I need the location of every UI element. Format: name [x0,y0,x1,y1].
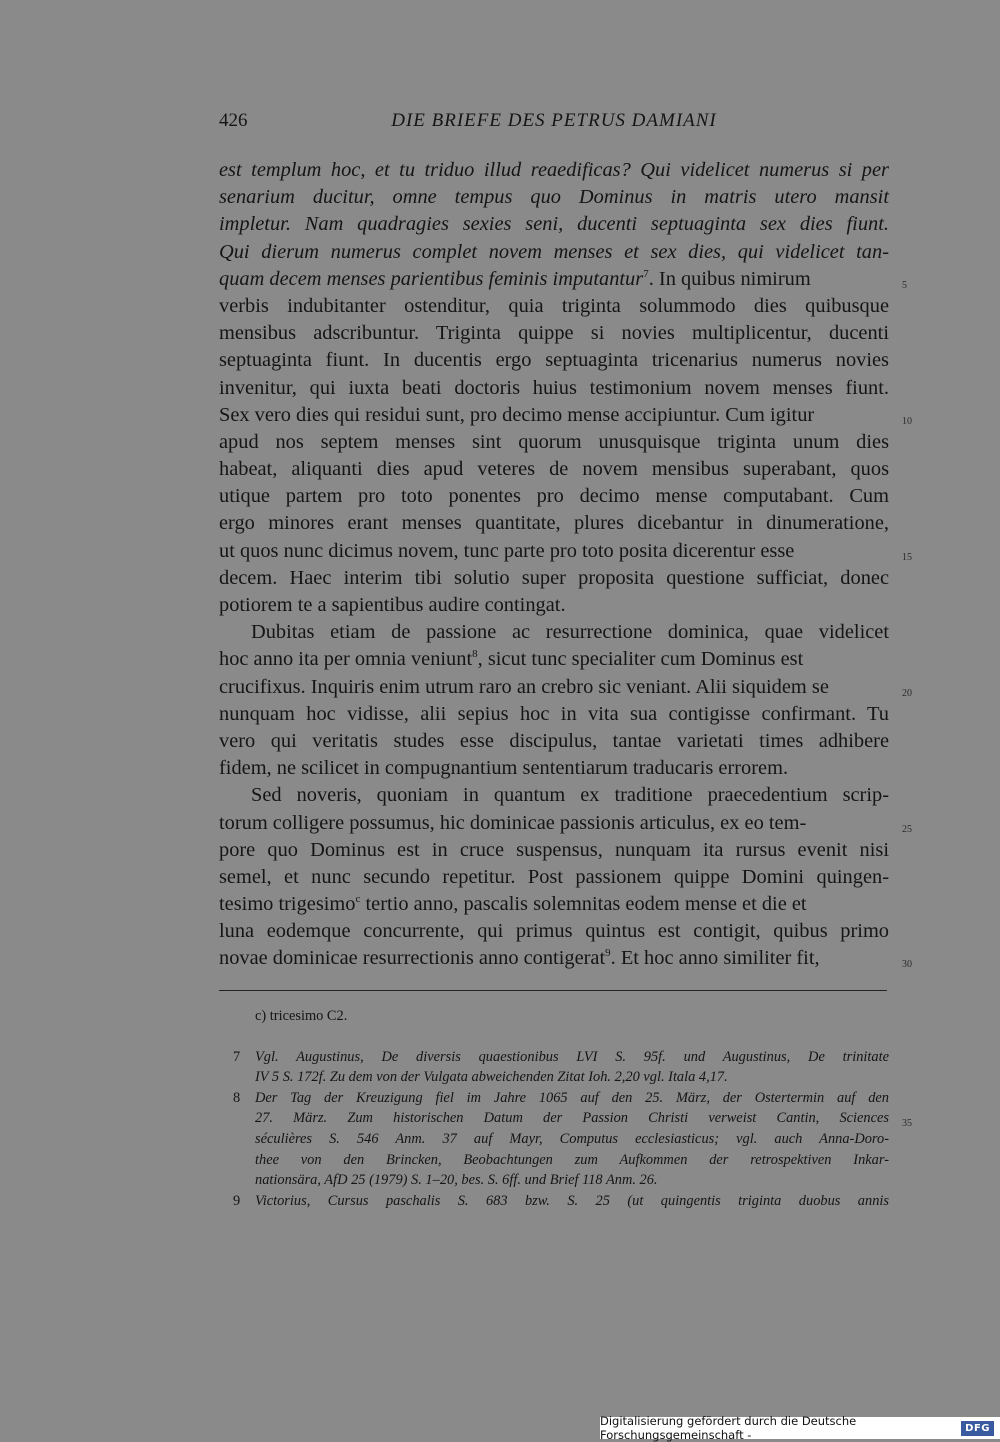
line-number: 5 [902,279,907,291]
footnote-line: nationsära, AfD 25 (1979) S. 1–20, bes. S. 6ff. und Brief 118 Anm. 26. [255,1172,658,1189]
dfg-logo-icon: DFG [961,1421,994,1436]
line-number: 15 [902,551,912,563]
footnote-line: séculières S. 546 Anm. 37 auf Mayr, Computus ecclesiasticus; vgl. auch Anna-Doro- [255,1130,889,1147]
text-line: pore quo Dominus est in cruce suspensus, nunquam ita rursus evenit nisi [219,838,889,861]
text-line: Qui dierum numerus complet novem menses et sex dies, qui videlicet tan- [219,240,889,263]
text-line [219,810,912,837]
footnote-number: 9 [233,1192,241,1209]
running-title: DIE BRIEFE DES PETRUS DAMIANI [391,110,717,131]
text-segment: Sex vero dies qui residui sunt, pro decimo mense accipiuntur. Cum igitur [219,403,815,426]
text-segment: hoc anno ita per omnia veniunt [219,648,473,671]
text-line: invenitur, qui iuxta beati doctoris huius testimonium novem menses fiunt. [219,376,889,399]
text-line: potiorem te a sapientibus audire contingat. [219,594,566,616]
apparatus-note: c) tricesimo C2. [255,1008,348,1024]
text-line: ergo minores erant menses quantitate, plures dicebantur in dinumeratione, [219,512,889,535]
footnote-line [219,1088,889,1109]
text-line: est templum hoc, et tu triduo illud reaedificas? Qui videlicet numerus si per [219,159,889,181]
text-segment: novae dominicae resurrectionis anno contigerat [219,947,606,970]
text-segment: ut quos nunc dicimus novem, tunc parte pro toto posita dicerentur esse [219,539,795,562]
text-line: verbis indubitanter ostenditur, quia triginta solummodo dies quibusque [219,294,889,317]
text-segment: quam decem menses parientibus feminis imputantur [219,267,644,290]
footnote-number: 8 [233,1089,241,1106]
footnote-ref: 8 [472,648,478,661]
footnote-line [219,1191,889,1212]
text-segment: . In quibus nimirum [648,267,811,290]
footnote-ref: 7 [643,267,649,280]
footnote-line [219,1108,912,1130]
text-line [219,402,912,429]
text-segment: torum colligere possumus, hic dominicae passionis articulus, ex eo tem- [219,811,807,834]
text-line: mensibus adscribuntur. Triginta quippe si novies multiplicentur, ducenti [219,322,889,345]
footnote-text: 27. März. Zum historischen Datum der Passion Christi verweist Cantin, Sciences [255,1110,889,1127]
footnotes [219,1006,912,1211]
text-line [219,538,912,565]
text-line: senarium ducitur, omne tempus quo Dominus in matris utero mansit [219,186,889,209]
line-number: 35 [902,1118,912,1130]
footnote-line [219,1047,889,1068]
text-line: nunquam hoc vidisse, alii sepius hoc in vita sua contigisse confirmant. Tu [219,702,889,725]
text-line [219,945,912,972]
footer-text: Digitalisierung gefördert durch die Deutsche Forschungsgemeinschaft - [600,1414,857,1442]
text-line [219,674,912,701]
text-line [219,646,889,673]
text-line: decem. Haec interim tibi solutio super proposita questione sufficiat, donec [219,566,889,589]
text-segment: . Et hoc anno similiter fit, [610,947,820,970]
text-line: habeat, aliquanti dies apud veteres de novem mensibus superabant, quos [219,458,889,481]
text-line: septuaginta fiunt. In ducentis ergo septuaginta tricenarius numerus novies [219,349,889,372]
footnote-ref: 9 [605,947,611,960]
text-line: semel, et nunc secundo repetitur. Post passionem quippe Domini quingen- [219,865,889,888]
apparatus-ref: c [355,893,361,906]
text-line: utique partem pro toto ponentes pro decimo mense computabant. Cum [219,485,889,508]
text-line: fidem, ne scilicet in compugnantium sententiarum traducaris errorem. [219,757,789,780]
footnote-text: Victorius, Cursus paschalis S. 683 bzw. S. 25 (ut quingentis triginta duobus annis [255,1192,889,1209]
text-segment: crucifixus. Inquiris enim utrum raro an crebro sic veniant. Alii siquidem se [219,675,829,698]
main-text [219,157,912,973]
digitization-footer [600,1414,1000,1442]
text-line: Dubitas etiam de passione ac resurrectione dominica, quae videlicet [251,621,889,644]
line-number: 20 [902,687,912,699]
footnote-text: Der Tag der Kreuzigung fiel im Jahre 1065 auf den 25. März, der Ostertermin auf den [255,1089,889,1106]
text-line: apud nos septem menses sint quorum unusquisque triginta unum dies [219,430,889,453]
footnote-text: Vgl. Augustinus, De diversis quaestionibus LVI S. 95f. und Augustinus, De trinitate [255,1048,889,1065]
line-number: 30 [902,959,912,971]
page-header [219,110,889,138]
line-number: 25 [902,823,912,835]
text-line: vero qui veritatis studes esse discipulus, tantae varietati times adhibere [219,729,889,752]
footnote-separator [219,990,887,991]
text-segment: tertio anno, pascalis solemnitas eodem mense et die et [360,893,807,916]
text-segment: tesimo trigesimo [219,893,356,916]
text-line [219,891,889,918]
text-line: Sed noveris, quoniam in quantum ex traditione praecedentium scrip- [251,784,889,807]
line-number: 10 [902,415,912,427]
footnote-number: 7 [233,1048,241,1065]
footnote-line: thee von den Brincken, Beobachtungen zum Aufkommen der retrospektiven Inkar- [255,1151,889,1168]
text-segment: , sicut tunc specialiter cum Dominus est [477,648,804,671]
text-line: luna eodemque concurrente, qui primus quintus est contigit, quibus primo [219,920,889,943]
page-number: 426 [219,110,248,131]
footnote-line: IV 5 S. 172f. Zu dem von der Vulgata abweichenden Zitat Ioh. 2,20 vgl. Itala 4,17. [255,1069,728,1086]
text-line: impletur. Nam quadragies sexies seni, ducenti septuaginta sex dies fiunt. [219,213,889,236]
text-line [219,266,907,293]
